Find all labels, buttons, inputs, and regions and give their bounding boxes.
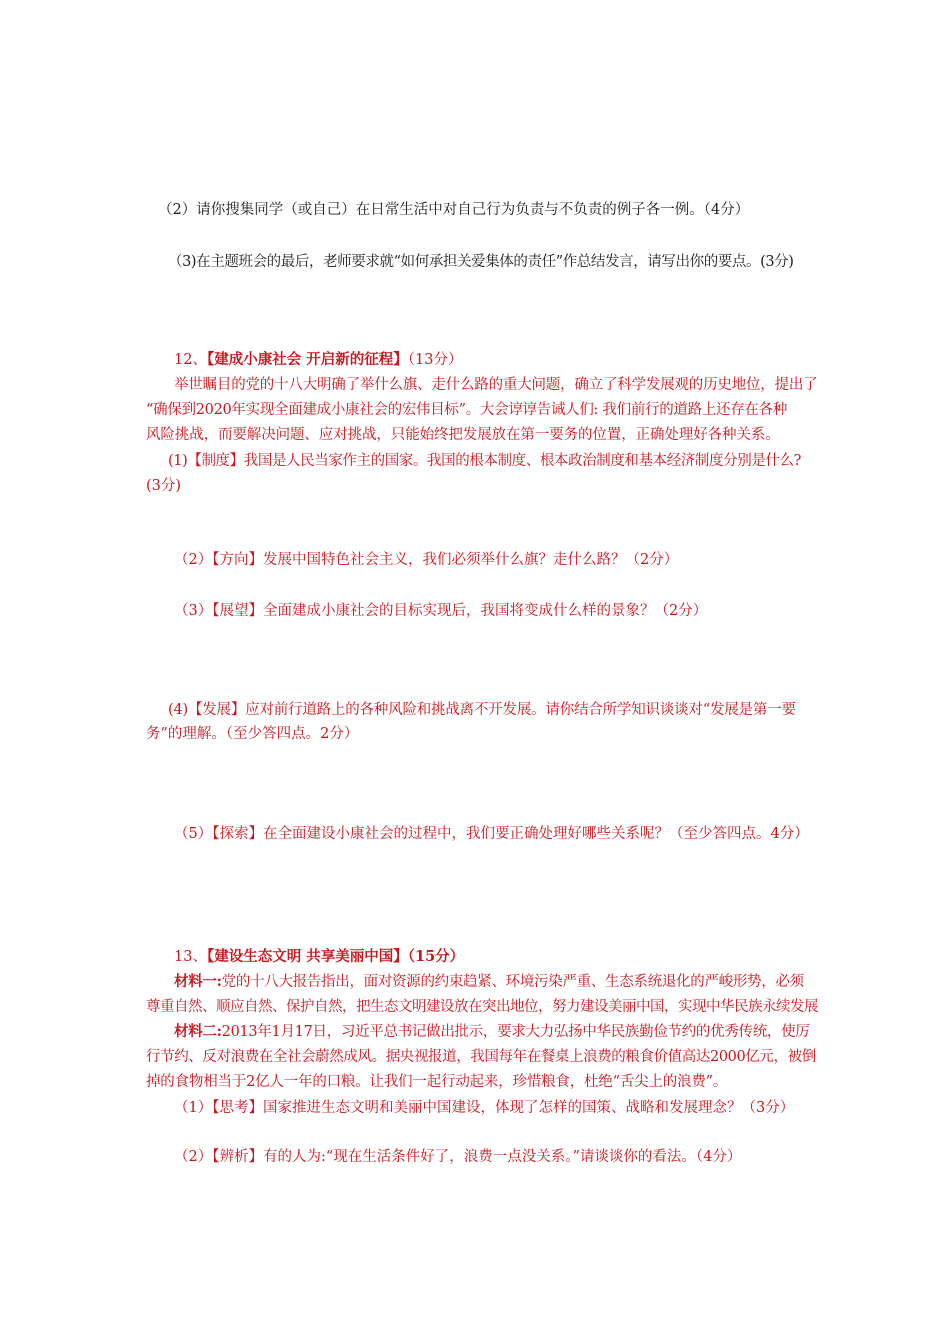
q13-material1-text: 党的十八大报告指出，面对资源的约束趋紧、环境污染严重、生态系统退化的严峻形势，必须 [221, 974, 804, 990]
q13-part2: （2）【辨析】有的人为:“现在生活条件好了，浪费一点没关系。”请谈谈你的看法。（4分） [174, 1149, 742, 1165]
q13-material2-line-2: 行节约、反对浪费在全社会蔚然成风。据央视报道，我国每年在餐桌上浪费的粮食价值高达2000亿元，被倒 [146, 1049, 816, 1065]
q13-material2-line-3: 掉的食物相当于2亿人一年的口粮。让我们一起行动起来，珍惜粮食，杜绝“舌尖上的浪费”。 [146, 1074, 728, 1090]
q11-part3: （3)在主题班会的最后，老师要求就“如何承担关爱集体的责任”作总结发言，请写出你的要点。(3分) [168, 254, 794, 270]
q12-intro-line-3: 风险挑战，而要解决问题、应对挑战，只能始终把发展放在第一要务的位置，正确处理好各种关系。 [146, 427, 780, 443]
q13-material1-line-2: 尊重自然、顺应自然、保护自然，把生态文明建设放在突出地位，努力建设美丽中国，实现中华民族永续发展 [146, 999, 818, 1015]
q13-score: （15分） [407, 948, 465, 965]
q11-part2: （2）请你搜集同学（或自己）在日常生活中对自己行为负责与不负责的例子各一例。（4分） [158, 202, 750, 218]
q12-part2: （2）【方向】发展中国特色社会主义，我们必须举什么旗？走什么路？（2分） [174, 552, 679, 568]
q13-material2-line-1 [174, 1022, 810, 1042]
q12-score: （13分） [407, 352, 463, 368]
q13-material2-text: 2013年1月17日，习近平总书记做出批示，要求大力弘扬中华民族勤俭节约的优秀传统，使厉 [221, 1024, 810, 1040]
q12-intro-line-1: 举世瞩目的党的十八大明确了举什么旗、走什么路的重大问题，确立了科学发展观的历史地位，提出了 [174, 377, 818, 393]
q13-material2-label: 材料二: [174, 1023, 222, 1040]
q12-heading [174, 350, 462, 370]
q12-number: 12、 [174, 352, 207, 368]
q12-part4-line-1: (4)【发展】应对前行道路上的各种风险和挑战离不开发展。请你结合所学知识谈谈对“发展是第一要 [168, 702, 796, 718]
q12-part3: （3）【展望】全面建成小康社会的目标实现后，我国将变成什么样的景象？（2分） [174, 603, 708, 619]
q12-part5: （5）【探索】在全面建设小康社会的过程中，我们要正确处理好哪些关系呢？（至少答四点。4分） [174, 826, 809, 842]
q12-intro-line-2: “确保到2020年实现全面建成小康社会的宏伟目标”。大会谆谆告诫人们: 我们前行的道路上还存在各种 [146, 402, 788, 418]
q12-title: 【建成小康社会 开启新的征程】 [206, 351, 408, 368]
q13-number: 13、 [174, 949, 207, 965]
q12-part1-line-2: (3分) [146, 478, 182, 494]
q13-material1-label: 材料一: [174, 973, 222, 990]
q13-material1-line-1 [174, 972, 804, 992]
q12-part4-line-2: 务”的理解。（至少答四点。2分） [146, 726, 359, 742]
q12-part1-line-1: (1)【制度】我国是人民当家作主的国家。我国的根本制度、根本政治制度和基本经济制度分别是什么? [168, 453, 802, 469]
q13-heading [174, 947, 464, 967]
q13-title: 【建设生态文明 共享美丽中国】 [206, 948, 408, 965]
q13-part1: （1）【思考】国家推进生态文明和美丽中国建设，体现了怎样的国策、战略和发展理念？（3分） [174, 1100, 795, 1116]
